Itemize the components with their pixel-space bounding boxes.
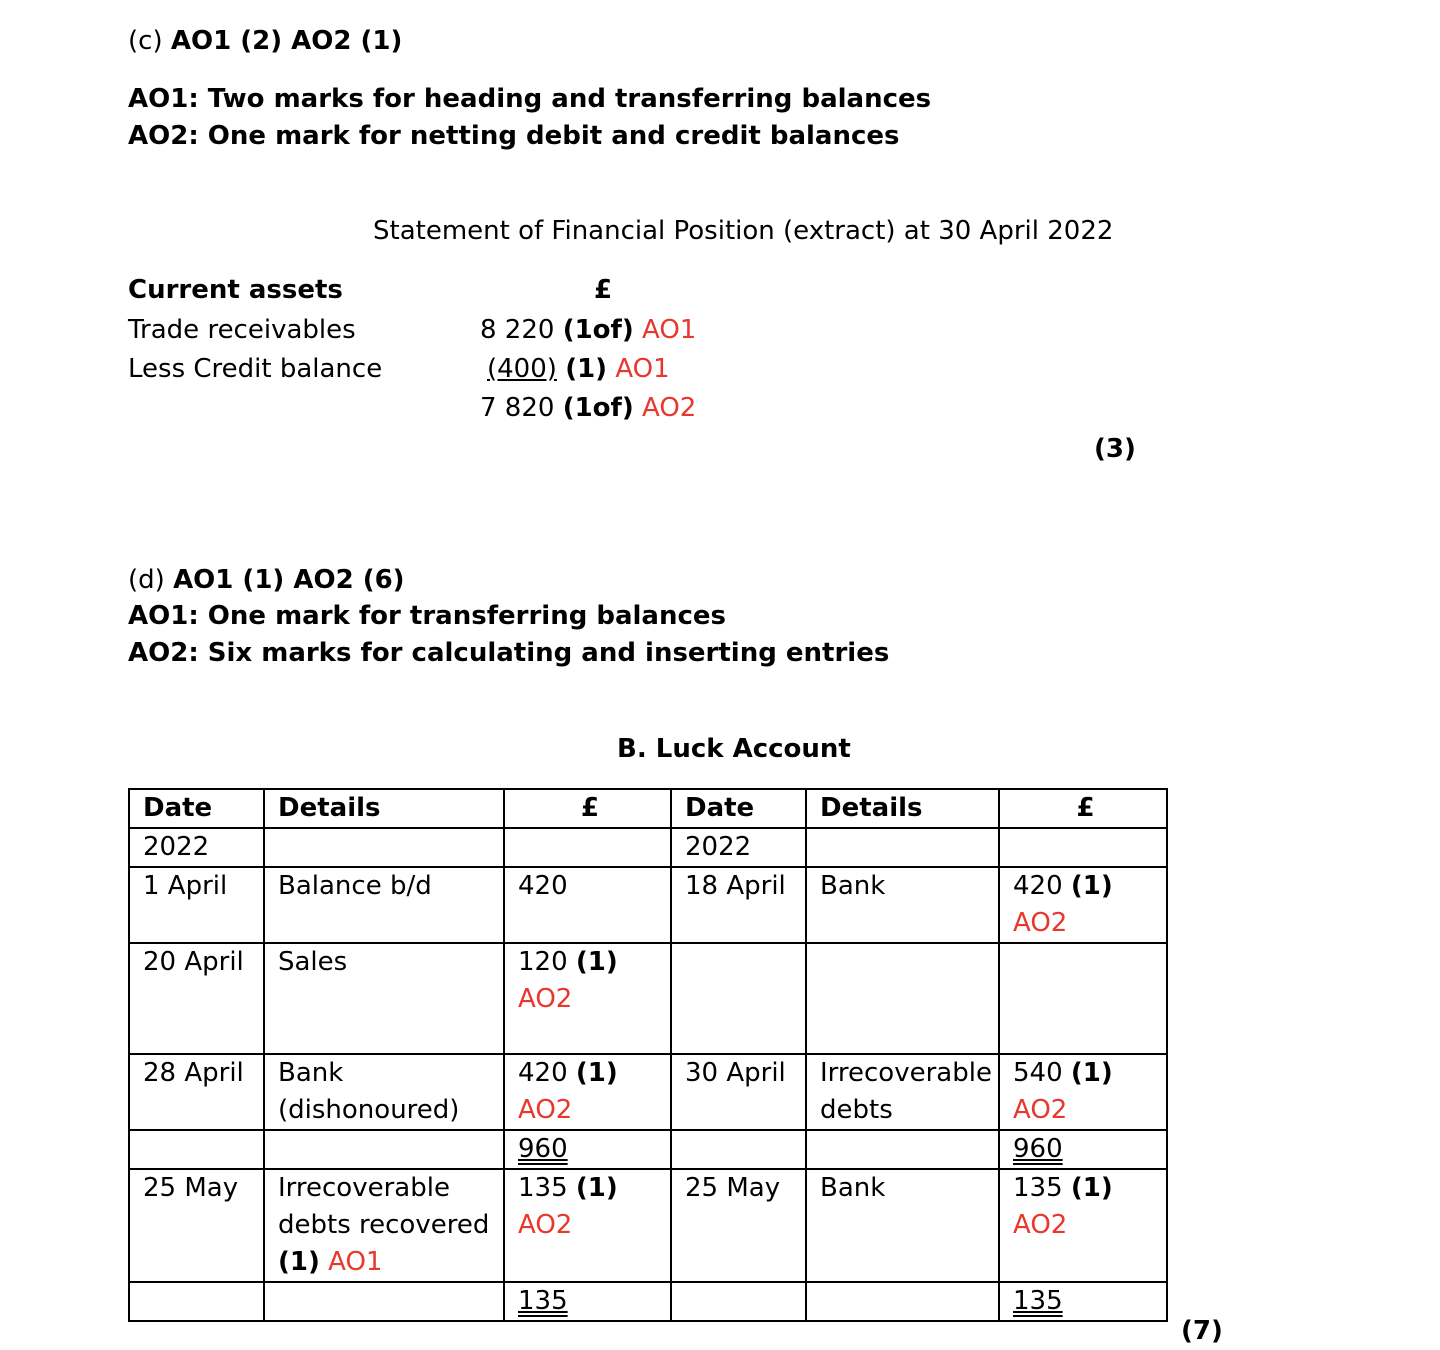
- ao-tag: AO2: [642, 393, 697, 423]
- section-d-ao1-line: AO1: One mark for transferring balances: [128, 601, 727, 631]
- amount: [504, 1169, 671, 1282]
- year-credit: 2022: [671, 828, 806, 867]
- empty-cell: [806, 1130, 999, 1169]
- amount-value: 540: [1013, 1058, 1063, 1088]
- amount: 7 820: [480, 393, 555, 423]
- table-row: [129, 828, 1167, 867]
- empty-cell: [264, 1282, 504, 1321]
- details: [264, 1169, 504, 1282]
- total-value: 960: [1013, 1134, 1063, 1164]
- date: 1 April: [129, 867, 264, 943]
- amount-value: 420: [518, 1058, 568, 1088]
- total-value: 960: [518, 1134, 568, 1164]
- currency-symbol: £: [594, 275, 613, 305]
- empty-cell: [129, 1130, 264, 1169]
- mark: (1of): [562, 393, 634, 423]
- ao-tag: AO2: [518, 984, 573, 1014]
- header-details-credit: Details: [806, 789, 999, 828]
- amount-value: 120: [518, 947, 568, 977]
- trade-receivables-amount: [480, 312, 696, 348]
- credit-amount: [999, 1169, 1167, 1282]
- ao-tag: AO1: [642, 315, 697, 345]
- debit-total: [504, 1282, 671, 1321]
- amount-value: 420: [1013, 871, 1063, 901]
- section-c-marks: AO1 (2) AO2 (1): [170, 26, 403, 56]
- amount: [504, 1054, 671, 1130]
- amount: [504, 943, 671, 1054]
- header-details-debit: Details: [264, 789, 504, 828]
- empty-cell: [504, 828, 671, 867]
- empty-cell: [806, 1282, 999, 1321]
- empty-cell: [264, 828, 504, 867]
- table-row: [129, 1054, 1167, 1130]
- credit-details: Bank: [806, 1169, 999, 1282]
- mark: (1): [575, 1058, 618, 1088]
- ao-tag: AO2: [1013, 1210, 1068, 1240]
- empty-cell: [671, 1130, 806, 1169]
- total-value: 135: [1013, 1286, 1063, 1316]
- date: 28 April: [129, 1054, 264, 1130]
- empty-cell: [671, 1282, 806, 1321]
- details-line2: debts recovered: [278, 1210, 490, 1240]
- amount: 8 220: [480, 315, 555, 345]
- section-c-ao2-line: AO2: One mark for netting debit and credit balances: [128, 121, 900, 151]
- credit-balance-amount: [487, 351, 670, 387]
- ao-tag: AO1: [328, 1247, 383, 1277]
- table-row: [129, 867, 1167, 943]
- mark: (1): [575, 947, 618, 977]
- section-c-ao1-line: AO1: Two marks for heading and transferring balances: [128, 84, 932, 114]
- credit-date: 30 April: [671, 1054, 806, 1130]
- year-debit: 2022: [129, 828, 264, 867]
- section-d-total-marks: (7): [1181, 1316, 1223, 1346]
- ao-tag: AO2: [518, 1210, 573, 1240]
- trade-receivables-label: Trade receivables: [128, 315, 356, 345]
- mark: (1): [565, 354, 608, 384]
- table-header-row: [129, 789, 1167, 828]
- ao-tag: AO2: [1013, 908, 1068, 938]
- credit-amount: [999, 867, 1167, 943]
- details: Sales: [264, 943, 504, 1054]
- details-line2: (dishonoured): [278, 1095, 460, 1125]
- empty-cell: [671, 943, 806, 1054]
- amount-value: 135: [1013, 1173, 1063, 1203]
- credit-total: [999, 1282, 1167, 1321]
- ledger-table: [128, 788, 1168, 1322]
- section-d-label: (d): [128, 565, 165, 595]
- empty-cell: [264, 1130, 504, 1169]
- credit-total: [999, 1130, 1167, 1169]
- date: 20 April: [129, 943, 264, 1054]
- debit-total: [504, 1130, 671, 1169]
- amount-value: 135: [518, 1173, 568, 1203]
- section-c-heading: [128, 23, 402, 59]
- section-d-ao2-line: AO2: Six marks for calculating and inserting entries: [128, 638, 890, 668]
- details-line1: Bank: [278, 1058, 344, 1088]
- empty-cell: [999, 828, 1167, 867]
- credit-date: 18 April: [671, 867, 806, 943]
- details-line1: Irrecoverable: [820, 1058, 992, 1088]
- header-amount-debit: £: [504, 789, 671, 828]
- amount: 420: [504, 867, 671, 943]
- table-row: [129, 1169, 1167, 1282]
- empty-cell: [129, 1282, 264, 1321]
- table-row-total: [129, 1130, 1167, 1169]
- mark: (1): [575, 1173, 618, 1203]
- empty-cell: [999, 943, 1167, 1054]
- less-credit-balance-label: Less Credit balance: [128, 354, 383, 384]
- credit-details: Bank: [806, 867, 999, 943]
- ao-tag: AO2: [1013, 1095, 1068, 1125]
- header-amount-credit: £: [999, 789, 1167, 828]
- mark: (1): [1070, 1058, 1113, 1088]
- section-c-label: (c): [128, 26, 163, 56]
- credit-amount: [999, 1054, 1167, 1130]
- credit-date: 25 May: [671, 1169, 806, 1282]
- current-assets-label: Current assets: [128, 275, 343, 305]
- ao-tag: AO1: [615, 354, 670, 384]
- mark: (1): [278, 1247, 320, 1277]
- details-line2: debts: [820, 1095, 893, 1125]
- section-d-marks: AO1 (1) AO2 (6): [173, 565, 405, 595]
- header-date-debit: Date: [129, 789, 264, 828]
- mark: (1): [1070, 871, 1113, 901]
- statement-title: Statement of Financial Position (extract) at 30 April 2022: [373, 216, 1114, 246]
- details: [264, 1054, 504, 1130]
- ao-tag: AO2: [518, 1095, 573, 1125]
- details-line1: Irrecoverable: [278, 1173, 450, 1203]
- empty-cell: [806, 828, 999, 867]
- credit-details: [806, 1054, 999, 1130]
- mark: (1): [1070, 1173, 1113, 1203]
- amount: (400): [487, 354, 557, 384]
- section-c-total-marks: (3): [1094, 434, 1136, 464]
- table-row: [129, 943, 1167, 1054]
- table-row-total: [129, 1282, 1167, 1321]
- account-title: B. Luck Account: [617, 734, 851, 764]
- details: Balance b/d: [264, 867, 504, 943]
- empty-cell: [806, 943, 999, 1054]
- mark: (1of): [562, 315, 634, 345]
- net-receivables-amount: [480, 390, 696, 426]
- date: 25 May: [129, 1169, 264, 1282]
- total-value: 135: [518, 1286, 568, 1316]
- header-date-credit: Date: [671, 789, 806, 828]
- section-d-heading: [128, 562, 405, 598]
